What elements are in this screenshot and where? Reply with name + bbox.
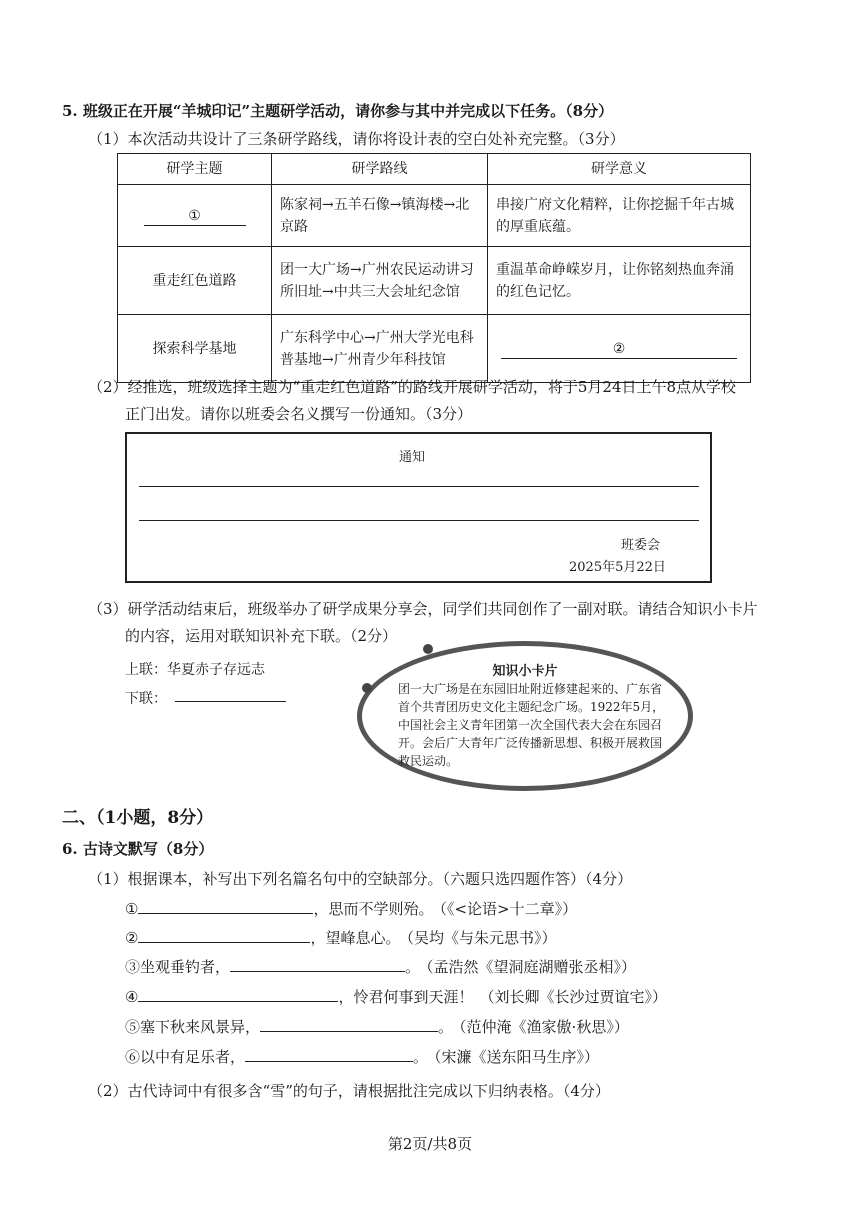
notice-answer-line[interactable]	[139, 520, 699, 521]
q5-part3-prompt-line2: 的内容，运用对联知识补充下联。（2分）	[125, 627, 398, 645]
answer-blank[interactable]	[245, 1046, 413, 1062]
route-cell: 团一大广场→广州农民运动讲习所旧址→中共三大会址纪念馆	[272, 247, 488, 315]
question-5-title: 5. 班级正在开展“羊城印记”主题研学活动，请你参与其中并完成以下任务。（8分）	[62, 102, 614, 120]
notice-answer-line[interactable]	[139, 486, 699, 487]
poem-item-4	[125, 986, 667, 1007]
item-source: （宋濂《送东阳马生序》）	[434, 1048, 600, 1066]
answer-blank[interactable]	[260, 1016, 438, 1032]
item-number: ⑥	[125, 1048, 141, 1066]
poem-item-6	[125, 1046, 599, 1067]
item-after: ，思而不学则殆。	[313, 900, 434, 918]
answer-blank[interactable]	[138, 927, 310, 943]
notice-title: 通知	[399, 450, 426, 465]
header-route: 研学路线	[272, 154, 488, 185]
theme-blank-cell[interactable]	[118, 185, 272, 247]
item-source: （刘长卿《长沙过贾谊宅》）	[479, 988, 667, 1006]
q5-part2-prompt-line1: （2）经推选，班级选择主题为“重走红色道路”的路线开展研学活动，将于5月24日上午8点从学校	[88, 378, 737, 396]
route-plan-table	[117, 153, 751, 383]
section-2-heading: 二、（1小题，8分）	[62, 808, 214, 828]
pin-dot-icon	[362, 683, 372, 693]
knowledge-card	[357, 641, 693, 791]
route-cell: 广东科学中心→广州大学光电科普基地→广州青少年科技馆	[272, 315, 488, 383]
notice-date: 2025年5月22日	[569, 560, 666, 575]
q5-part2-prompt-line2: 正门出发。请你以班委会名义撰写一份通知。（3分）	[125, 405, 473, 423]
q5-part1-prompt: （1）本次活动共设计了三条研学路线，请你将设计表的空白处补充完整。（3分）	[88, 130, 625, 148]
item-after: 。	[405, 958, 421, 976]
couplet-upper: 上联：华夏赤子存远志	[125, 662, 265, 678]
item-after: ，望峰息心。	[310, 929, 401, 947]
table-row	[118, 247, 751, 315]
table-header-row	[118, 154, 751, 185]
poem-item-2	[125, 927, 556, 948]
item-source: （吴均《与朱元思书》）	[406, 929, 557, 947]
item-before: 以中有足乐者，	[140, 1048, 246, 1066]
meaning-cell: 重温革命峥嵘岁月，让你铭刻热血奔涌的红色记忆。	[488, 247, 751, 315]
q6-part2-prompt: （2）古代诗词中有很多含“雪”的句子，请根据批注完成以下归纳表格。（4分）	[88, 1082, 610, 1100]
knowledge-card-body: 团一大广场是在东园旧址附近修建起来的、广东省首个共青团历史文化主题纪念广场。1922年5月，中国社会主义青年团第一次全国代表大会在东园召开。会后广大青年广泛传播新思想、积极开展救国救民运动。	[398, 682, 665, 768]
header-theme: 研学主题	[118, 154, 272, 185]
page-number: 第2页/共8页	[387, 1135, 473, 1153]
table-row	[118, 315, 751, 383]
meaning-blank-cell[interactable]	[488, 315, 751, 383]
item-before: 坐观垂钓者，	[140, 958, 231, 976]
answer-blank[interactable]	[138, 986, 338, 1002]
item-after: 。	[413, 1048, 429, 1066]
item-before: 塞下秋来风景异，	[140, 1018, 261, 1036]
poem-item-3	[125, 956, 636, 977]
item-after: ，怜君何事到天涯！	[338, 988, 474, 1006]
item-number: ⑤	[125, 1018, 141, 1036]
q5-part3-prompt-line1: （3）研学活动结束后，班级举办了研学成果分享会，同学们共同创作了一副对联。请结合知识小卡片	[88, 600, 758, 618]
meaning-cell: 串接广府文化精粹，让你挖掘千年古城的厚重底蕴。	[488, 185, 751, 247]
item-source: （《<论语>十二章》）	[439, 900, 578, 918]
item-after: 。	[438, 1018, 454, 1036]
pin-dot-icon	[423, 644, 433, 654]
item-number: ①	[125, 900, 139, 918]
answer-blank[interactable]	[230, 956, 405, 972]
item-source: （孟浩然《望洞庭湖赠张丞相》）	[426, 958, 637, 976]
notice-signer: 班委会	[621, 538, 661, 553]
couplet-lower-label: 下联：	[125, 691, 167, 707]
item-source: （范仲淹《渔家傲·秋思》）	[459, 1018, 629, 1036]
answer-blank[interactable]	[138, 898, 313, 914]
table-row	[118, 185, 751, 247]
notice-writing-box[interactable]	[125, 432, 712, 583]
route-cell: 陈家祠→五羊石像→镇海楼→北京路	[272, 185, 488, 247]
item-number: ②	[125, 929, 139, 947]
couplet-lower-blank[interactable]	[175, 701, 286, 702]
item-number: ④	[125, 988, 139, 1006]
knowledge-card-title: 知识小卡片	[492, 664, 558, 679]
poem-item-5	[125, 1016, 629, 1037]
question-6-title: 6. 古诗文默写（8分）	[62, 840, 214, 858]
poem-item-1	[125, 898, 577, 919]
theme-cell: 重走红色道路	[118, 247, 272, 315]
theme-cell: 探索科学基地	[118, 315, 272, 383]
header-meaning: 研学意义	[488, 154, 751, 185]
item-number: ③	[125, 958, 141, 976]
q6-part1-prompt: （1）根据课本，补写出下列名篇名句中的空缺部分。（六题只选四题作答）（4分）	[88, 870, 633, 888]
blank-marker-2: ②	[501, 340, 737, 359]
blank-marker-1: ①	[144, 207, 246, 226]
